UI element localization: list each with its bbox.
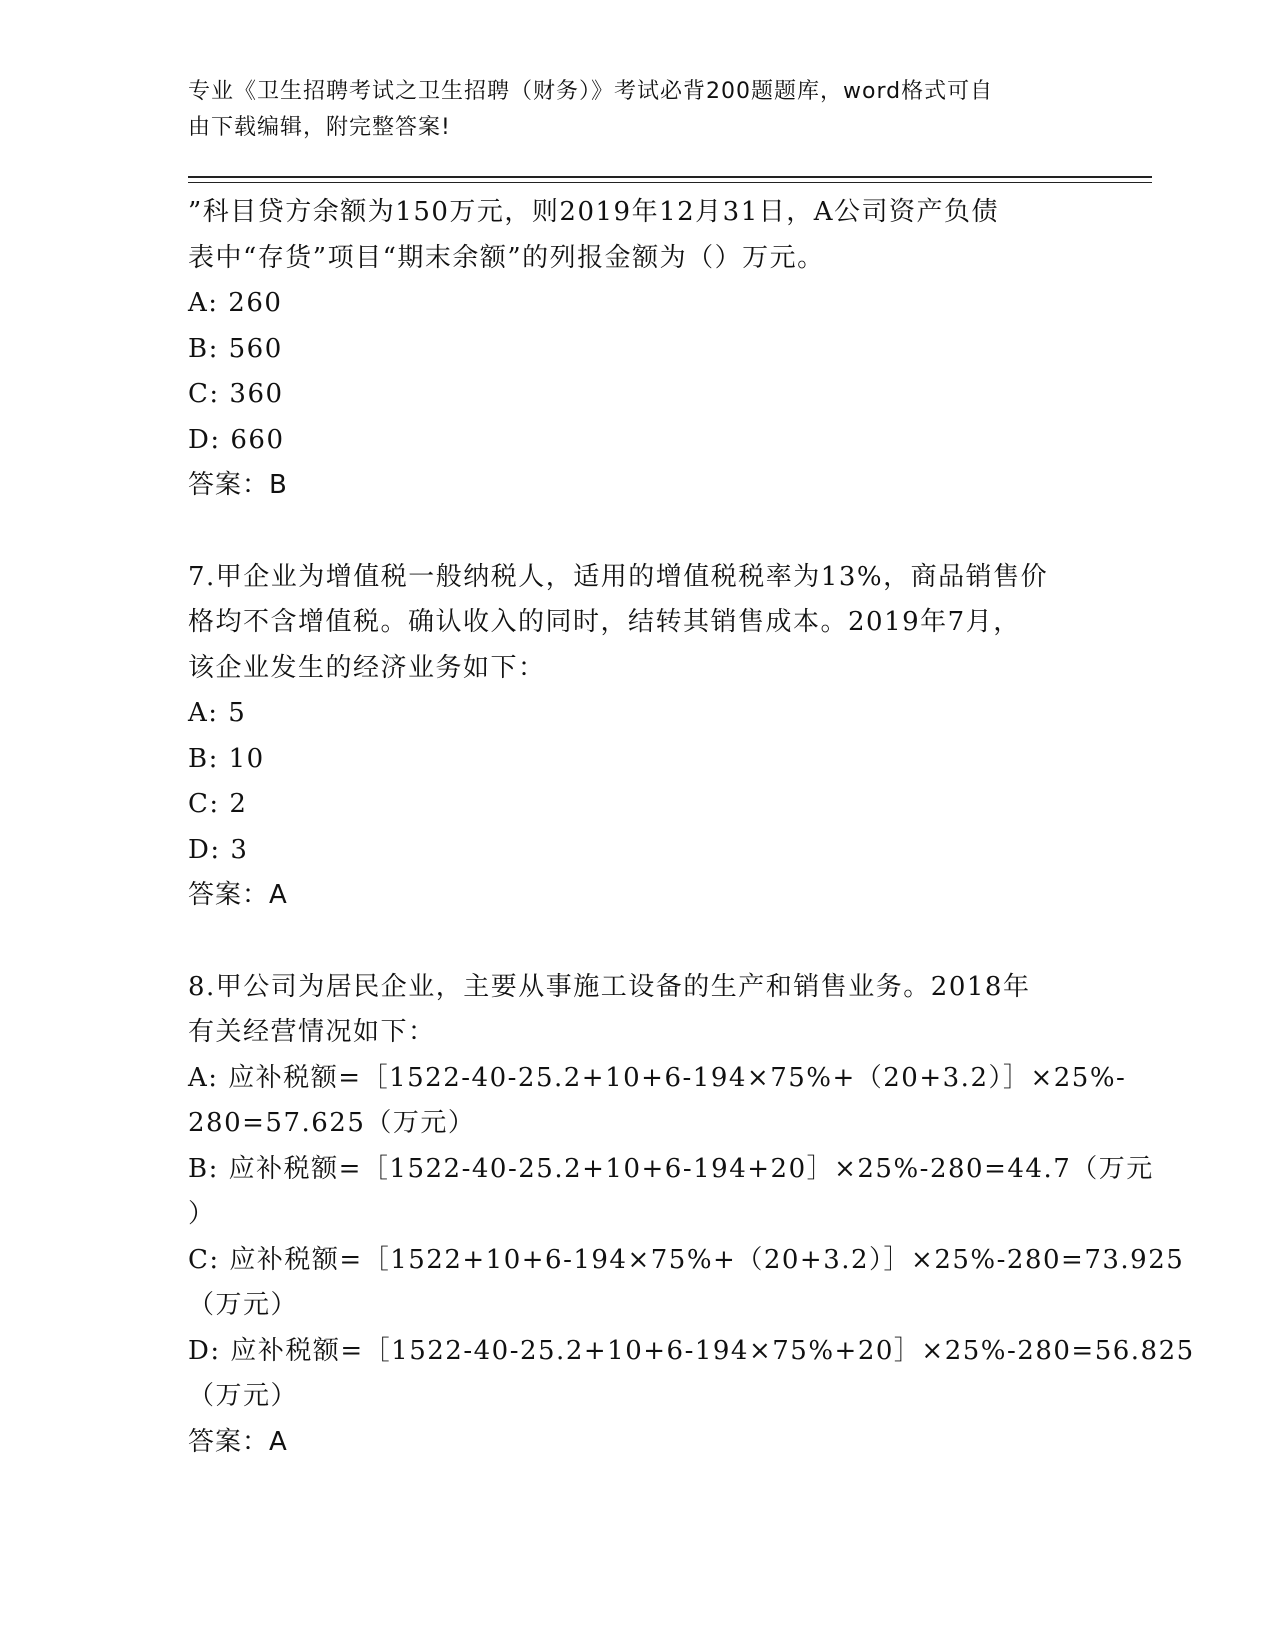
option-b: B: 560	[188, 333, 283, 364]
option-a: A: 应补税额=［1522-40-25.2+10+6-194×75%+（20+3.2）］×25%-	[188, 1062, 1127, 1093]
option-b: B: 10	[188, 743, 265, 774]
option-b: B: 应补税额=［1522-40-25.2+10+6-194+20］×25%-280=44.7（万元	[188, 1153, 1154, 1184]
question-stem-line: 格均不含增值税。确认收入的同时，结转其销售成本。2019年7月，	[188, 607, 1021, 637]
option-d: D: 3	[188, 834, 249, 865]
question-stem-line: 有关经营情况如下：	[188, 1017, 436, 1047]
answer-line: 答案：A	[188, 1426, 288, 1457]
option-c: C: 应补税额=［1522+10+6-194×75%+（20+3.2）］×25%-280=73.925	[188, 1244, 1185, 1275]
question-6	[188, 190, 1088, 509]
option-b-continued: ）	[188, 1199, 216, 1229]
answer-line: 答案：B	[188, 470, 288, 500]
option-a: A: 260	[188, 288, 283, 318]
option-c: C: 360	[188, 379, 284, 409]
option-d: D: 660	[188, 424, 285, 455]
header-divider-thick	[188, 176, 1152, 178]
option-c: C: 2	[188, 789, 248, 819]
question-stem-line: 该企业发生的经济业务如下：	[188, 652, 546, 683]
question-8	[188, 965, 1195, 1466]
document-header	[188, 74, 1068, 146]
question-spacer	[188, 919, 1088, 965]
option-d: D: 应补税额=［1522-40-25.2+10+6-194×75%+20］×25%-280=56.825	[188, 1335, 1195, 1366]
question-7	[188, 555, 1088, 919]
question-stem-line: 7.甲企业为增值税一般纳税人，适用的增值税税率为13%，商品销售价	[188, 561, 1049, 592]
option-d-continued: （万元）	[188, 1381, 299, 1411]
header-line-1: 专业《卫生招聘考试之卫生招聘（财务）》考试必背200题题库，word格式可自	[188, 79, 994, 104]
header-line-2: 由下载编辑，附完整答案!	[188, 115, 451, 140]
option-a: A: 5	[188, 698, 247, 728]
option-a-continued: 280=57.625（万元）	[188, 1108, 476, 1138]
answer-line: 答案：A	[188, 880, 288, 910]
question-stem-line: ”科目贷方余额为150万元，则2019年12月31日，A公司资产负债	[188, 197, 1000, 227]
option-c-continued: （万元）	[188, 1290, 299, 1320]
question-stem-line: 表中“存货”项目“期末余额”的列报金额为（）万元。	[188, 242, 825, 273]
header-divider-thin	[188, 182, 1152, 183]
question-stem-line: 8.甲公司为居民企业，主要从事施工设备的生产和销售业务。2018年	[188, 971, 1031, 1002]
document-body	[188, 190, 1195, 1465]
question-spacer	[188, 509, 1088, 555]
